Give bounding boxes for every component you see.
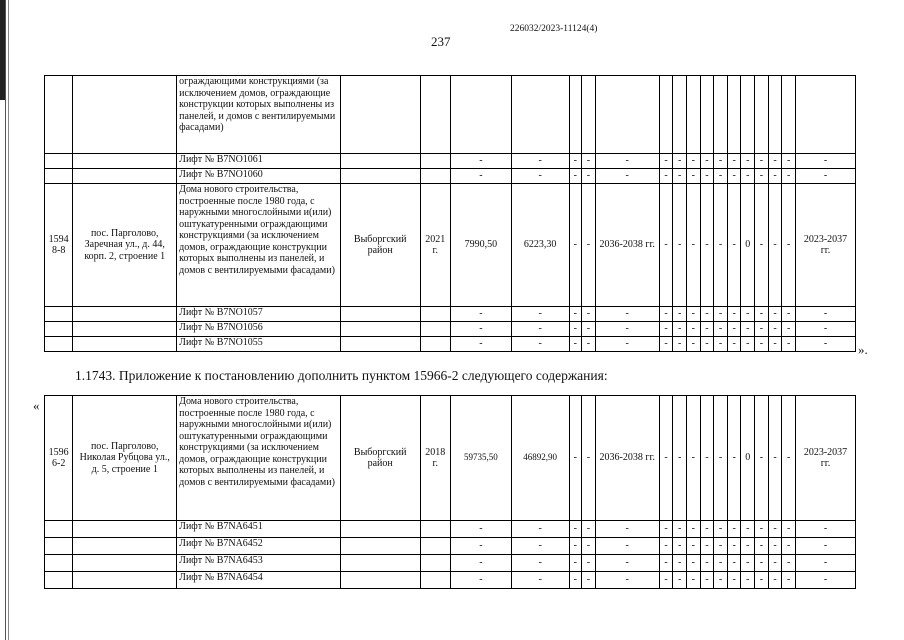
- record-cell: -: [782, 396, 796, 521]
- lift-cell: -: [741, 307, 755, 322]
- lift-cell: -: [768, 555, 782, 572]
- lift-cell: -: [686, 521, 700, 538]
- lift-cell: -: [768, 154, 782, 169]
- record-cell: -: [700, 184, 714, 307]
- lift-cell: -: [673, 555, 687, 572]
- lift-cell: -: [582, 521, 596, 538]
- district: Выборгский район: [340, 396, 420, 521]
- district: Выборгский район: [340, 184, 420, 307]
- lift-cell: -: [755, 307, 769, 322]
- lift-cell: -: [582, 538, 596, 555]
- building-description: Дома нового строительства, построенные после 1980 года, с наружными многослойными и(или) оштукатуренными ограждающими конструкциями (за исключением домов, ограждающие конструкции которых выполнены из панелей, и домов с вентилируемыми фасадами): [177, 184, 341, 307]
- lift-cell: -: [569, 538, 582, 555]
- build-year: 2018 г.: [420, 396, 450, 521]
- lift-name: Лифт № B7NO1061: [177, 154, 341, 169]
- lift-cell: -: [673, 572, 687, 589]
- lift-cell: -: [673, 538, 687, 555]
- lift-cell: -: [714, 555, 728, 572]
- table-row: [45, 396, 856, 521]
- lift-cell: -: [595, 322, 659, 337]
- record-cell: -: [714, 184, 728, 307]
- lift-cell: -: [569, 322, 582, 337]
- build-year: 2021 г.: [420, 184, 450, 307]
- page-number: 237: [431, 34, 451, 49]
- lift-cell: -: [795, 154, 855, 169]
- lift-cell: -: [595, 307, 659, 322]
- lift-cell: -: [795, 555, 855, 572]
- record-cell: 0: [741, 396, 755, 521]
- lift-cell: -: [782, 307, 796, 322]
- opening-quote: «: [33, 398, 40, 413]
- lift-cell: -: [727, 521, 741, 538]
- lift-cell: -: [741, 572, 755, 589]
- lift-row: [45, 307, 856, 322]
- lift-cell: -: [686, 538, 700, 555]
- lift-cell: -: [450, 154, 511, 169]
- lift-cell: -: [727, 572, 741, 589]
- record-address: пос. Парголово, Николая Рубцова ул., д. 5, строение 1: [73, 396, 177, 521]
- lift-cell: -: [782, 572, 796, 589]
- lift-cell: -: [450, 555, 511, 572]
- lift-cell: -: [686, 169, 700, 184]
- building-description: ограждающими конструкциями (за исключением домов, ограждающие конструкции которых выполнены из панелей, и домов с вентилируемыми фасадами): [177, 76, 341, 154]
- total-area: 7990,50: [450, 184, 511, 307]
- lift-cell: -: [659, 307, 673, 322]
- record-cell: -: [714, 396, 728, 521]
- lift-cell: -: [511, 322, 569, 337]
- lift-cell: -: [686, 154, 700, 169]
- dash-cell: -: [582, 396, 596, 521]
- lift-cell: -: [795, 538, 855, 555]
- living-area: 6223,30: [511, 184, 569, 307]
- lift-cell: -: [569, 572, 582, 589]
- lift-cell: -: [795, 169, 855, 184]
- lift-cell: -: [511, 572, 569, 589]
- lift-cell: -: [511, 154, 569, 169]
- lift-cell: -: [569, 154, 582, 169]
- record-cell: -: [673, 396, 687, 521]
- lift-cell: -: [686, 307, 700, 322]
- record-cell: -: [755, 184, 769, 307]
- lift-cell: -: [741, 337, 755, 352]
- lift-cell: -: [595, 154, 659, 169]
- lift-name: Лифт № B7NO1056: [177, 322, 341, 337]
- lift-cell: -: [686, 322, 700, 337]
- registry-table-new-item: [44, 395, 856, 589]
- lift-cell: -: [686, 555, 700, 572]
- record-cell: -: [755, 396, 769, 521]
- lift-cell: -: [768, 337, 782, 352]
- lift-cell: -: [714, 307, 728, 322]
- total-area: 59735,50: [450, 396, 511, 521]
- lift-cell: -: [659, 322, 673, 337]
- lift-cell: -: [782, 154, 796, 169]
- scan-edge-line: [8, 0, 9, 640]
- lift-cell: -: [741, 322, 755, 337]
- lift-cell: -: [450, 337, 511, 352]
- lift-cell: -: [755, 572, 769, 589]
- lift-cell: -: [727, 555, 741, 572]
- lift-cell: -: [727, 169, 741, 184]
- lift-cell: -: [450, 521, 511, 538]
- lift-cell: -: [768, 169, 782, 184]
- dash-cell: -: [582, 184, 596, 307]
- lift-cell: -: [782, 169, 796, 184]
- lift-row: [45, 337, 856, 352]
- lift-cell: -: [595, 169, 659, 184]
- record-cell: -: [768, 184, 782, 307]
- lift-cell: -: [450, 572, 511, 589]
- lift-cell: -: [795, 521, 855, 538]
- lift-cell: -: [569, 555, 582, 572]
- living-area: 46892,90: [511, 396, 569, 521]
- lift-cell: -: [673, 154, 687, 169]
- table-row: [45, 184, 856, 307]
- lift-cell: -: [755, 169, 769, 184]
- record-number: 1596 6-2: [45, 396, 73, 521]
- lift-cell: -: [755, 154, 769, 169]
- lift-cell: -: [659, 337, 673, 352]
- lift-cell: -: [582, 337, 596, 352]
- lift-cell: -: [768, 307, 782, 322]
- lift-name: Лифт № B7NO1057: [177, 307, 341, 322]
- lift-cell: -: [511, 337, 569, 352]
- record-cell: -: [768, 396, 782, 521]
- lift-cell: -: [582, 555, 596, 572]
- lift-cell: -: [755, 555, 769, 572]
- record-cell: 0: [741, 184, 755, 307]
- program-term: 2023-2037 гг.: [795, 396, 855, 521]
- lift-cell: -: [795, 337, 855, 352]
- lift-cell: -: [569, 307, 582, 322]
- lift-cell: -: [768, 572, 782, 589]
- lift-cell: -: [582, 307, 596, 322]
- lift-cell: -: [686, 337, 700, 352]
- lift-cell: -: [700, 555, 714, 572]
- lift-cell: -: [714, 169, 728, 184]
- lift-cell: -: [673, 521, 687, 538]
- record-cell: -: [700, 396, 714, 521]
- record-address: пос. Парголово, Заречная ул., д. 44, корп. 2, строение 1: [73, 184, 177, 307]
- document-id: 226032/2023-11124(4): [510, 24, 598, 34]
- record-cell: -: [686, 184, 700, 307]
- lift-cell: -: [795, 322, 855, 337]
- lift-cell: -: [511, 169, 569, 184]
- lift-cell: -: [741, 169, 755, 184]
- lift-cell: -: [700, 337, 714, 352]
- lift-cell: -: [714, 538, 728, 555]
- lift-cell: -: [727, 154, 741, 169]
- lift-cell: -: [727, 322, 741, 337]
- lift-cell: -: [450, 307, 511, 322]
- lift-cell: -: [569, 337, 582, 352]
- lift-cell: -: [768, 538, 782, 555]
- lift-cell: -: [450, 322, 511, 337]
- lift-cell: -: [673, 322, 687, 337]
- lift-cell: -: [511, 307, 569, 322]
- lift-cell: -: [659, 169, 673, 184]
- lift-cell: -: [755, 322, 769, 337]
- record-cell: -: [782, 184, 796, 307]
- lift-cell: -: [700, 572, 714, 589]
- lift-name: Лифт № B7NO1055: [177, 337, 341, 352]
- lift-name: Лифт № B7NA6454: [177, 572, 341, 589]
- lift-cell: -: [673, 307, 687, 322]
- lift-cell: -: [450, 538, 511, 555]
- closing-quote: ».: [858, 342, 868, 357]
- lift-cell: -: [727, 538, 741, 555]
- lift-cell: -: [795, 572, 855, 589]
- dash-cell: -: [569, 396, 582, 521]
- lift-cell: -: [782, 521, 796, 538]
- record-number: 1594 8-8: [45, 184, 73, 307]
- registry-table-continued: [44, 75, 856, 352]
- lift-cell: -: [595, 538, 659, 555]
- dash-cell: -: [569, 184, 582, 307]
- lift-cell: -: [768, 322, 782, 337]
- lift-cell: -: [595, 555, 659, 572]
- lift-cell: -: [686, 572, 700, 589]
- lift-cell: -: [511, 521, 569, 538]
- lift-cell: -: [700, 538, 714, 555]
- lift-cell: -: [768, 521, 782, 538]
- table-row: [45, 76, 856, 154]
- lift-cell: -: [700, 307, 714, 322]
- lift-cell: -: [595, 572, 659, 589]
- lift-name: Лифт № B7NA6451: [177, 521, 341, 538]
- lift-cell: -: [659, 572, 673, 589]
- repair-period: 2036-2038 гг.: [595, 184, 659, 307]
- lift-cell: -: [582, 572, 596, 589]
- lift-cell: -: [700, 521, 714, 538]
- lift-cell: -: [714, 154, 728, 169]
- lift-cell: -: [755, 538, 769, 555]
- lift-cell: -: [511, 538, 569, 555]
- lift-cell: -: [595, 337, 659, 352]
- lift-cell: -: [727, 307, 741, 322]
- lift-cell: -: [714, 521, 728, 538]
- lift-cell: -: [741, 521, 755, 538]
- lift-cell: -: [659, 521, 673, 538]
- lift-row: [45, 154, 856, 169]
- lift-cell: -: [741, 555, 755, 572]
- lift-name: Лифт № B7NO1060: [177, 169, 341, 184]
- lift-cell: -: [782, 322, 796, 337]
- lift-row: [45, 322, 856, 337]
- lift-cell: -: [795, 307, 855, 322]
- record-cell: -: [686, 396, 700, 521]
- record-cell: -: [673, 184, 687, 307]
- lift-cell: -: [782, 337, 796, 352]
- lift-cell: -: [673, 169, 687, 184]
- lift-cell: -: [450, 169, 511, 184]
- lift-cell: -: [659, 154, 673, 169]
- lift-row: [45, 538, 856, 555]
- lift-cell: -: [714, 322, 728, 337]
- repair-period: 2036-2038 гг.: [595, 396, 659, 521]
- lift-cell: -: [700, 322, 714, 337]
- lift-cell: -: [741, 538, 755, 555]
- scan-edge-line: [5, 0, 6, 640]
- lift-cell: -: [714, 572, 728, 589]
- lift-cell: -: [659, 538, 673, 555]
- lift-name: Лифт № B7NA6452: [177, 538, 341, 555]
- lift-cell: -: [582, 154, 596, 169]
- lift-cell: -: [755, 337, 769, 352]
- lift-cell: -: [782, 538, 796, 555]
- lift-cell: -: [659, 555, 673, 572]
- lift-cell: -: [727, 337, 741, 352]
- program-term: 2023-2037 гг.: [795, 184, 855, 307]
- record-cell: -: [727, 396, 741, 521]
- lift-cell: -: [595, 521, 659, 538]
- lift-row: [45, 555, 856, 572]
- lift-cell: -: [700, 154, 714, 169]
- lift-cell: -: [782, 555, 796, 572]
- lift-row: [45, 572, 856, 589]
- lift-cell: -: [755, 521, 769, 538]
- lift-cell: -: [700, 169, 714, 184]
- lift-cell: -: [582, 169, 596, 184]
- building-description: Дома нового строительства, построенные после 1980 года, с наружными многослойными и(или) оштукатуренными ограждающими конструкциями (за исключением домов, ограждающие конструкции которых выполнены из панелей, и домов с вентилируемыми фасадами): [177, 396, 341, 521]
- lift-row: [45, 521, 856, 538]
- lift-cell: -: [511, 555, 569, 572]
- amendment-paragraph: 1.1743. Приложение к постановлению дополнить пунктом 15966-2 следующего содержания:: [75, 368, 608, 383]
- record-cell: -: [659, 184, 673, 307]
- lift-cell: -: [569, 521, 582, 538]
- lift-cell: -: [582, 322, 596, 337]
- lift-row: [45, 169, 856, 184]
- empty-cell: [45, 76, 73, 154]
- empty-cell: [73, 76, 177, 154]
- lift-cell: -: [714, 337, 728, 352]
- record-cell: -: [659, 396, 673, 521]
- lift-cell: -: [673, 337, 687, 352]
- record-cell: -: [727, 184, 741, 307]
- lift-name: Лифт № B7NA6453: [177, 555, 341, 572]
- lift-cell: -: [741, 154, 755, 169]
- lift-cell: -: [569, 169, 582, 184]
